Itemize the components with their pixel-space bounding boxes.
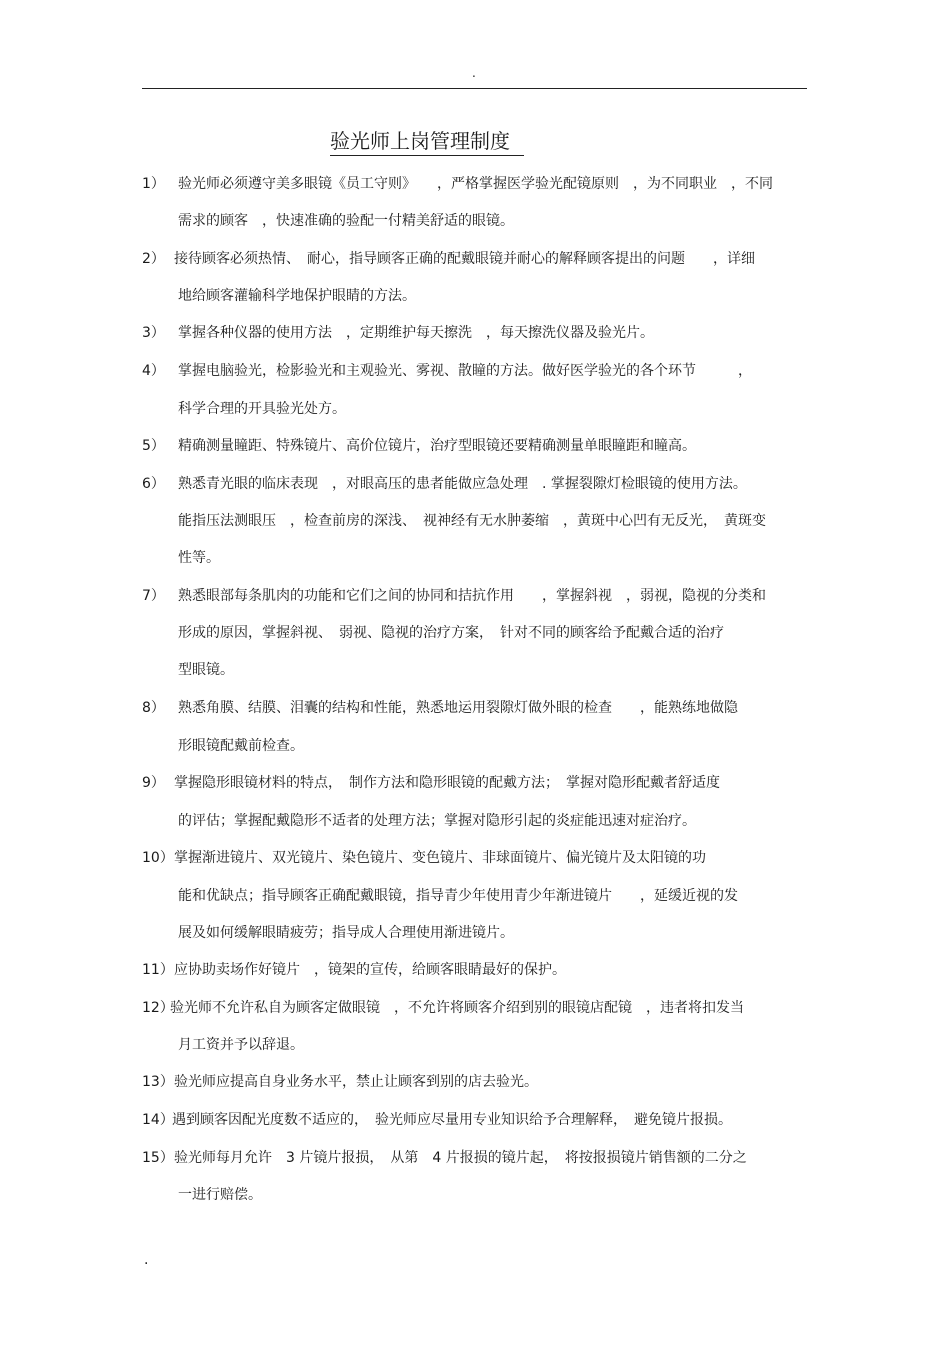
item-line: 形成的原因，掌握斜视、 弱视、隐视的治疗方案， 针对不同的顾客给予配戴合适的治疗 <box>178 625 724 641</box>
item-number: 12） <box>142 1000 174 1016</box>
item-number: 7） <box>142 588 165 604</box>
item-line: 需求的顾客 ，快速准确的验配一付精美舒适的眼镜。 <box>178 213 514 229</box>
item-line: 地给顾客灌输科学地保护眼睛的方法。 <box>178 288 416 304</box>
item-number: 10） <box>142 850 174 866</box>
item-number: 14） <box>142 1112 174 1128</box>
item-line: 验光师必须遵守美多眼镜《员工守则》 ，严格掌握医学验光配镜原则 ，为不同职业 ，不同 <box>178 176 773 192</box>
item-number: 11） <box>142 962 174 978</box>
item-line: 熟悉眼部每条肌肉的功能和它们之间的协同和拮抗作用 ，掌握斜视 ，弱视，隐视的分类和 <box>178 588 766 604</box>
item-number: 15） <box>142 1150 174 1166</box>
item-line: 掌握渐进镜片、双光镜片、染色镜片、变色镜片、非球面镜片、偏光镜片及太阳镜的功 <box>174 850 706 866</box>
item-line: 精确测量瞳距、特殊镜片、高价位镜片，治疗型眼镜还要精确测量单眼瞳距和瞳高。 <box>178 438 696 454</box>
item-line: 性等。 <box>178 550 220 566</box>
item-number: 2） <box>142 251 165 267</box>
item-line: 型眼镜。 <box>178 662 234 678</box>
item-line: 遇到顾客因配光度数不适应的， 验光师应尽量用专业知识给予合理解释， 避免镜片报损。 <box>172 1112 732 1128</box>
item-line: 应协助卖场作好镜片 ，镜架的宣传，给顾客眼睛最好的保护。 <box>174 962 566 978</box>
item-line: 一进行赔偿。 <box>178 1187 262 1203</box>
item-line: 掌握电脑验光，检影验光和主观验光、雾视、散瞳的方法。做好医学验光的各个环节 ， <box>178 363 752 379</box>
item-line: 科学合理的开具验光处方。 <box>178 401 346 417</box>
header-rule <box>142 88 807 89</box>
item-line: 的评估；掌握配戴隐形不适者的处理方法；掌握对隐形引起的炎症能迅速对症治疗。 <box>178 813 696 829</box>
header-dot: . <box>472 66 476 80</box>
item-line: 展及如何缓解眼睛疲劳；指导成人合理使用渐进镜片。 <box>178 925 514 941</box>
page-title: 验光师上岗管理制度 <box>330 127 524 156</box>
item-number: 13） <box>142 1074 174 1090</box>
item-line: 接待顾客必须热情、 耐心，指导顾客正确的配戴眼镜并耐心的解释顾客提出的问题 ，详细 <box>174 251 755 267</box>
item-number: 5） <box>142 438 165 454</box>
item-number: 3） <box>142 325 165 341</box>
item-line: 形眼镜配戴前检查。 <box>178 738 304 754</box>
item-line: 验光师每月允许 3 片镜片报损， 从第 4 片报损的镜片起， 将按报损镜片销售额的二分之 <box>174 1150 747 1166</box>
footer-dot: . <box>144 1252 149 1268</box>
item-line: 掌握隐形眼镜材料的特点， 制作方法和隐形眼镜的配戴方法； 掌握对隐形配戴者舒适度 <box>174 775 720 791</box>
item-line: 验光师应提高自身业务水平，禁止让顾客到别的店去验光。 <box>174 1074 538 1090</box>
item-number: 1） <box>142 176 165 192</box>
item-number: 8） <box>142 700 165 716</box>
item-line: 熟悉青光眼的临床表现 ，对眼高压的患者能做应急处理 . 掌握裂隙灯检眼镜的使用方法。 <box>178 476 747 492</box>
item-line: 掌握各种仪器的使用方法 ，定期维护每天擦洗 ，每天擦洗仪器及验光片。 <box>178 325 654 341</box>
item-line: 能指压法测眼压 ，检查前房的深浅、 视神经有无水肿萎缩 ，黄斑中心凹有无反光， 黄斑变 <box>178 513 766 529</box>
item-number: 4） <box>142 363 165 379</box>
item-line: 能和优缺点；指导顾客正确配戴眼镜，指导青少年使用青少年渐进镜片 ，延缓近视的发 <box>178 888 738 904</box>
item-line: 熟悉角膜、结膜、泪囊的结构和性能，熟悉地运用裂隙灯做外眼的检查 ，能熟练地做隐 <box>178 700 738 716</box>
item-line: 验光师不允许私自为顾客定做眼镜 ，不允许将顾客介绍到别的眼镜店配镜 ，违者将扣发当 <box>170 1000 744 1016</box>
item-number: 9） <box>142 775 165 791</box>
item-number: 6） <box>142 476 165 492</box>
item-line: 月工资并予以辞退。 <box>178 1037 304 1053</box>
